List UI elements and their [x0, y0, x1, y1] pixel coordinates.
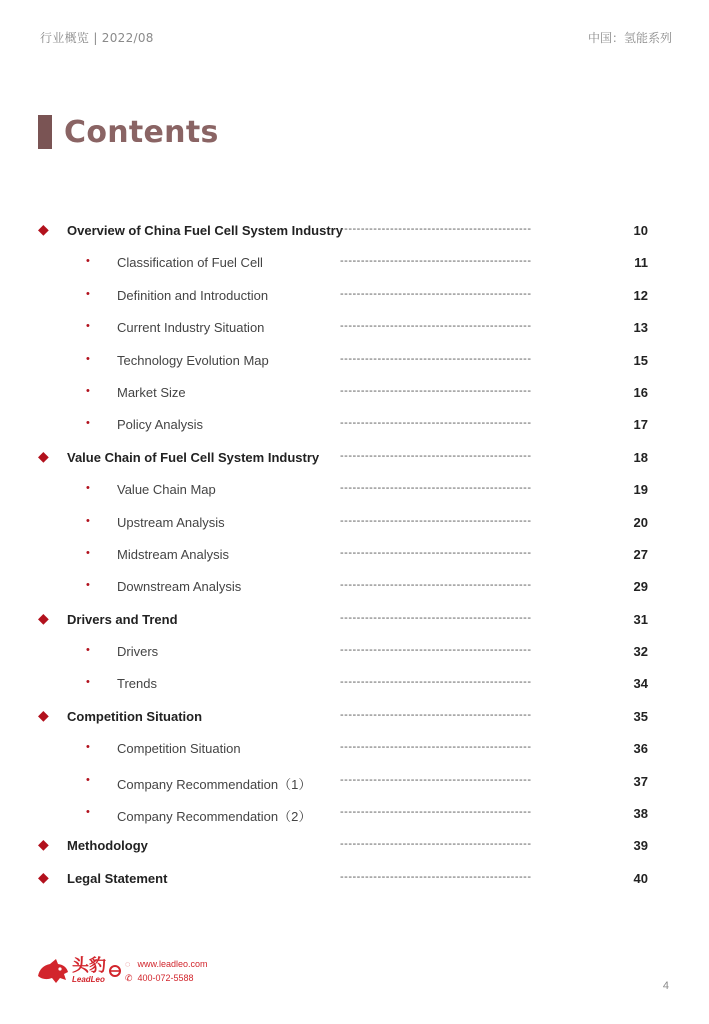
- dot-leader: ----------------------------------------------: [340, 482, 532, 495]
- toc-section-row[interactable]: [0, 215, 709, 247]
- toc-subsection-row[interactable]: [0, 798, 709, 830]
- dot-leader: ----------------------------------------------: [340, 870, 532, 883]
- dot-bullet-icon: •: [86, 806, 90, 819]
- dot-bullet-icon: •: [86, 676, 90, 689]
- toc-entry-label: Competition Situation: [117, 741, 241, 757]
- toc-section-row[interactable]: [0, 830, 709, 862]
- title-accent-bar: [38, 115, 52, 149]
- website-line: [125, 957, 208, 971]
- toc-page-number: 11: [634, 255, 648, 271]
- toc-entry-label: Competition Situation: [67, 708, 203, 724]
- toc-subsection-row[interactable]: [0, 474, 709, 506]
- dot-bullet-icon: •: [86, 482, 90, 495]
- toc-entry-label: Overview of China Fuel Cell System Industry: [67, 223, 343, 238]
- dot-leader: ----------------------------------------------: [340, 708, 532, 721]
- toc-entry-label: Value Chain Map: [117, 482, 216, 498]
- diamond-bullet-icon: ◆: [38, 706, 49, 723]
- dot-bullet-icon: •: [86, 255, 90, 268]
- diamond-bullet-icon: ◆: [38, 836, 49, 853]
- toc-page-number: 16: [633, 384, 648, 400]
- toc-page-number: 19: [633, 482, 648, 498]
- toc-entry-label: Current Industry Situation: [117, 320, 265, 336]
- toc-entry-label: Policy Analysis: [117, 417, 203, 433]
- dot-leader: ----------------------------------------------: [340, 806, 532, 819]
- toc-entry-label: Drivers and Trend: [67, 611, 178, 627]
- toc-entry-label: Legal Statement: [67, 870, 168, 886]
- dot-bullet-icon: •: [86, 579, 90, 592]
- page-number: 4: [662, 980, 669, 992]
- toc-page-number: 31: [633, 611, 648, 627]
- dot-leader: ----------------------------------------------: [340, 255, 532, 268]
- diamond-bullet-icon: ◆: [38, 868, 49, 885]
- logo-chinese-text: 头豹: [72, 956, 106, 976]
- title-block: [38, 114, 219, 150]
- toc-entry-label: Trends: [117, 676, 157, 692]
- toc-entry-label: Value Chain of Fuel Cell System Industry: [67, 449, 320, 465]
- dot-leader: ----------------------------------------------: [340, 741, 532, 754]
- header-report-type: 行业概览 | 2022/08: [40, 31, 154, 45]
- phone-icon: ✆: [125, 973, 133, 983]
- toc-page-number: 20: [633, 514, 648, 530]
- dot-leader: ----------------------------------------------: [340, 838, 532, 851]
- toc-subsection-row[interactable]: [0, 377, 709, 409]
- dot-bullet-icon: •: [86, 320, 90, 333]
- toc-subsection-row[interactable]: [0, 571, 709, 603]
- dot-leader: ----------------------------------------------: [340, 514, 532, 527]
- toc-subsection-row[interactable]: [0, 409, 709, 441]
- toc-entry-label: Technology Evolution Map: [117, 352, 269, 368]
- toc-subsection-row[interactable]: [0, 766, 709, 798]
- header-series: 中国：氢能系列: [587, 31, 672, 45]
- dot-leader: ----------------------------------------------: [340, 546, 532, 559]
- toc-page-number: 39: [633, 838, 648, 854]
- toc-entry-label: Drivers: [117, 644, 159, 660]
- dot-leader: ----------------------------------------------: [340, 449, 532, 462]
- table-of-contents: [0, 215, 709, 895]
- toc-entry-label: Definition and Introduction: [117, 287, 269, 303]
- toc-page-number: 10: [633, 223, 648, 238]
- toc-entry-label: Market Size: [117, 384, 186, 400]
- toc-page-number: 17: [633, 417, 648, 433]
- leopard-logo-icon: [36, 956, 70, 986]
- dot-bullet-icon: •: [86, 644, 90, 657]
- toc-subsection-row[interactable]: [0, 280, 709, 312]
- toc-page-number: 38: [633, 806, 648, 822]
- dot-leader: ----------------------------------------------: [340, 223, 532, 235]
- toc-entry-label: Methodology: [67, 838, 148, 854]
- dot-leader: ----------------------------------------------: [340, 579, 532, 592]
- toc-page-number: 12: [633, 287, 648, 303]
- toc-section-row[interactable]: [0, 442, 709, 474]
- toc-page-number: 15: [633, 352, 648, 368]
- logo-wordmark: [72, 957, 106, 985]
- toc-subsection-row[interactable]: [0, 247, 709, 279]
- diamond-bullet-icon: ◆: [38, 447, 49, 464]
- toc-page-number: 18: [633, 449, 648, 465]
- dot-leader: ----------------------------------------------: [340, 384, 532, 397]
- dot-bullet-icon: •: [86, 352, 90, 365]
- toc-entry-label: Company Recommendation（1）: [117, 776, 312, 792]
- toc-page-number: 35: [633, 708, 648, 724]
- dot-bullet-icon: •: [86, 773, 90, 786]
- dot-bullet-icon: •: [86, 287, 90, 300]
- toc-subsection-row[interactable]: [0, 507, 709, 539]
- toc-page-number: 37: [633, 773, 648, 789]
- dot-leader: ----------------------------------------------: [340, 352, 532, 365]
- diamond-bullet-icon: ◆: [38, 609, 49, 626]
- phone-line: [125, 971, 208, 985]
- dot-leader: ----------------------------------------------: [340, 417, 532, 430]
- toc-page-number: 32: [633, 644, 648, 660]
- toc-subsection-row[interactable]: [0, 668, 709, 700]
- page-title: Contents: [64, 114, 219, 150]
- dot-bullet-icon: •: [86, 546, 90, 559]
- toc-page-number: 40: [633, 870, 648, 886]
- toc-subsection-row[interactable]: [0, 636, 709, 668]
- toc-section-row[interactable]: [0, 863, 709, 895]
- phone-number: 400-072-5588: [137, 973, 194, 983]
- toc-subsection-row[interactable]: [0, 539, 709, 571]
- toc-entry-label: Upstream Analysis: [117, 514, 225, 530]
- dot-leader: ----------------------------------------------: [340, 676, 532, 689]
- globe-icon: ◌: [125, 959, 131, 969]
- toc-subsection-row[interactable]: [0, 345, 709, 377]
- dot-bullet-icon: •: [86, 384, 90, 397]
- toc-page-number: 13: [633, 320, 648, 336]
- toc-page-number: 34: [633, 676, 648, 692]
- logo-e-icon: [109, 964, 121, 978]
- dot-bullet-icon: •: [86, 514, 90, 527]
- toc-section-row[interactable]: [0, 701, 709, 733]
- contact-info: [125, 957, 208, 985]
- dot-leader: ----------------------------------------------: [340, 644, 532, 657]
- toc-subsection-row[interactable]: [0, 733, 709, 765]
- dot-leader: ----------------------------------------------: [340, 320, 532, 333]
- dot-leader: ----------------------------------------------: [340, 287, 532, 300]
- footer-brand: [36, 956, 208, 986]
- dot-bullet-icon: •: [86, 741, 90, 754]
- toc-subsection-row[interactable]: [0, 312, 709, 344]
- website-link[interactable]: www.leadleo.com: [137, 959, 208, 969]
- toc-entry-label: Downstream Analysis: [117, 579, 242, 595]
- toc-entry-label: Classification of Fuel Cell: [117, 255, 263, 271]
- toc-page-number: 36: [633, 741, 648, 757]
- dot-bullet-icon: •: [86, 417, 90, 430]
- toc-page-number: 29: [633, 579, 648, 595]
- toc-page-number: 27: [633, 546, 648, 562]
- logo-english-text: LeadLeo: [72, 975, 105, 984]
- toc-entry-label: Midstream Analysis: [117, 546, 229, 562]
- toc-section-row[interactable]: [0, 604, 709, 636]
- toc-entry-label: Company Recommendation（2）: [117, 809, 312, 825]
- dot-leader: ----------------------------------------------: [340, 773, 532, 786]
- diamond-bullet-icon: ◆: [38, 221, 49, 237]
- dot-leader: ----------------------------------------------: [340, 611, 532, 624]
